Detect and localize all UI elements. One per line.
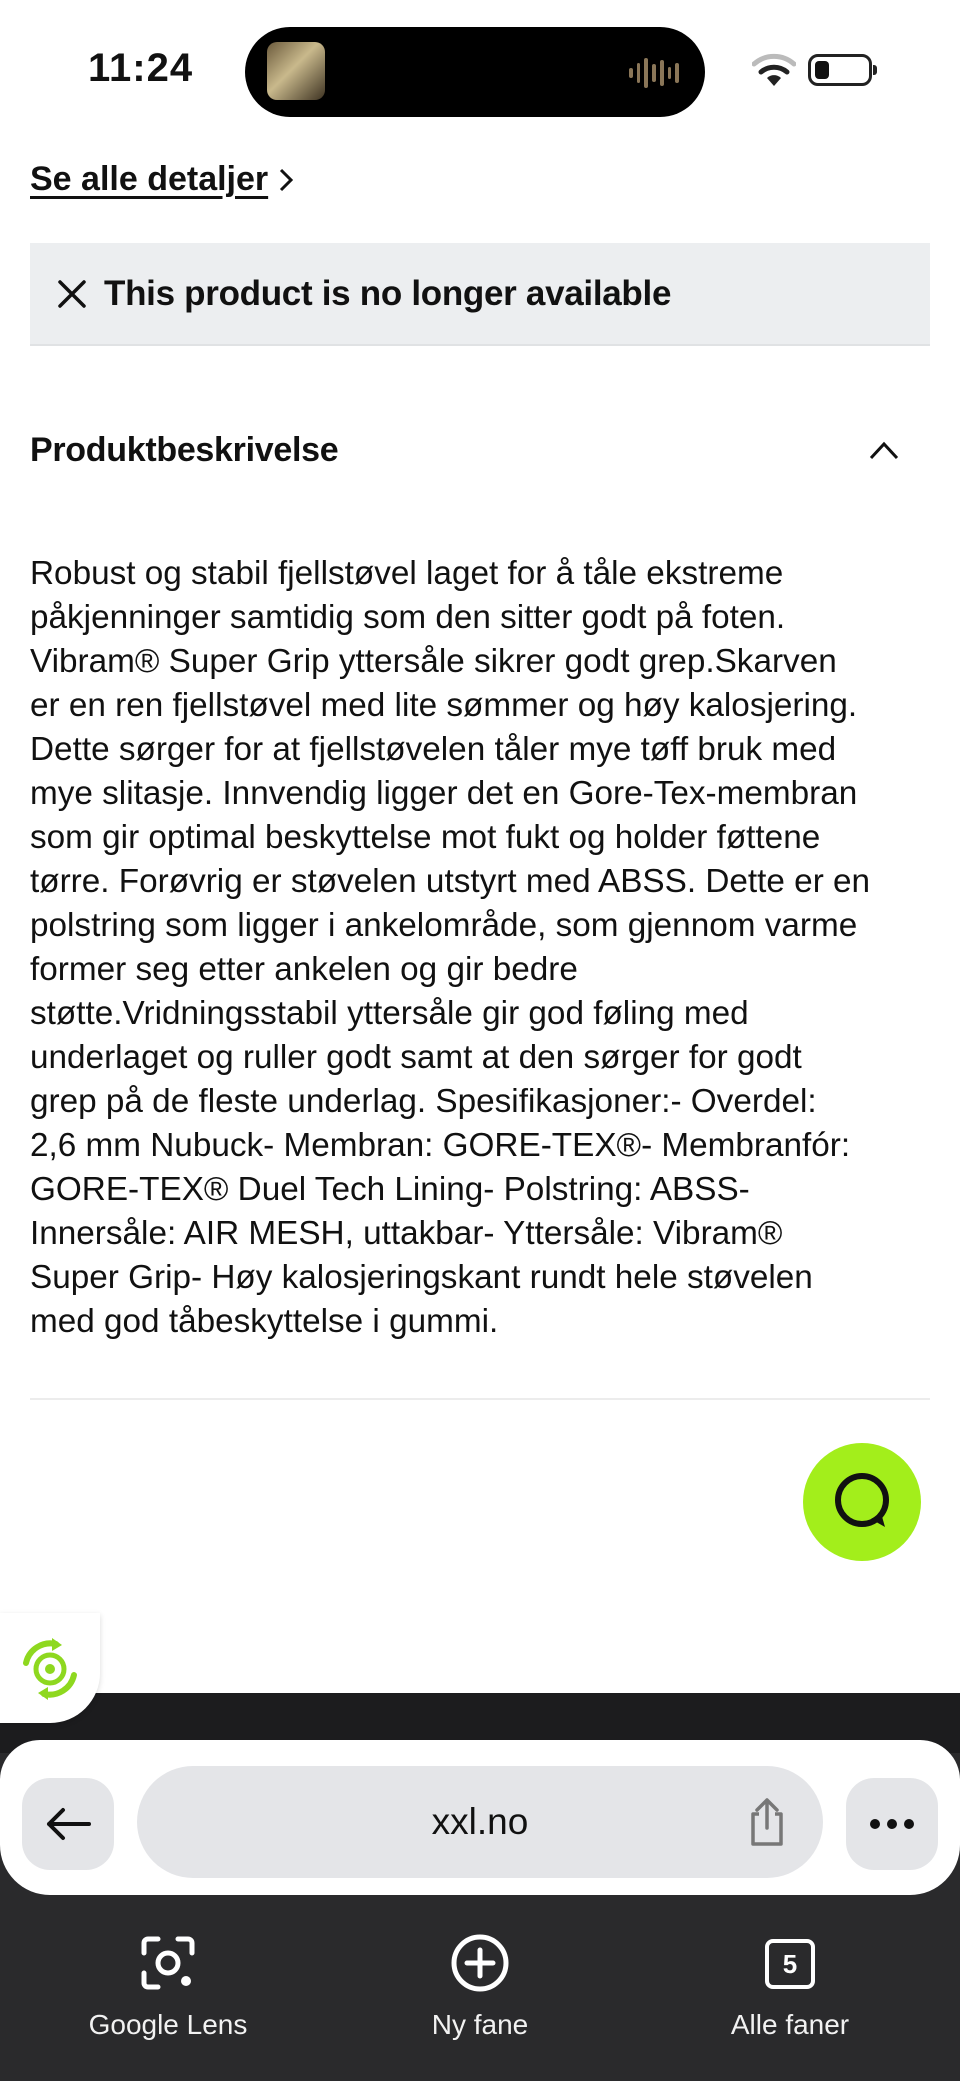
divider xyxy=(30,1398,930,1400)
chevron-up-icon[interactable] xyxy=(868,439,900,461)
more-dots-icon xyxy=(869,1818,915,1830)
description-line: med god tåbeskyttelse i gummi. xyxy=(30,1303,499,1340)
dynamic-island[interactable] xyxy=(245,27,705,117)
status-bar xyxy=(0,0,960,140)
close-x-icon xyxy=(56,278,88,310)
description-line: støtte.Vridningsstabil yttersåle gir god føling med xyxy=(30,995,749,1032)
description-line: tørre. Forøvrig er støvelen utstyrt med ABSS. Dette er en xyxy=(30,863,871,900)
recycle-badge[interactable] xyxy=(0,1613,100,1723)
chat-button[interactable] xyxy=(803,1443,921,1561)
new-tab-button[interactable] xyxy=(380,1931,580,2041)
now-playing-artwork xyxy=(267,42,325,100)
description-line: Innersåle: AIR MESH, uttakbar- Yttersåle: Vibram® xyxy=(30,1215,783,1252)
new-tab-plus-icon xyxy=(448,1931,512,1995)
description-line: Dette sørger for at fjellstøvelen tåler mye tøff bruk med xyxy=(30,731,837,768)
description-line: Robust og stabil fjellstøvel laget for å tåle ekstreme xyxy=(30,555,784,592)
description-line: mye slitasje. Innvendig ligger det en Gore-Tex-membran xyxy=(30,775,858,812)
chevron-right-icon xyxy=(278,166,294,194)
description-line: Super Grip- Høy kalosjeringskant rundt hele støvelen xyxy=(30,1259,813,1296)
description-line: underlaget og ruller godt samt at den sørger for godt xyxy=(30,1039,802,1076)
share-icon[interactable] xyxy=(745,1796,789,1848)
google-lens-label: Google Lens xyxy=(88,2009,248,2040)
description-line: former seg etter ankelen og gir bedre xyxy=(30,951,578,988)
description-line: Vibram® Super Grip yttersåle sikrer godt grep.Skarven xyxy=(30,643,837,680)
new-tab-label: Ny fane xyxy=(431,2009,529,2040)
chat-bubble-icon xyxy=(831,1471,893,1533)
description-line: som gir optimal beskyttelse mot fukt og holder føttene xyxy=(30,819,821,856)
url-bar[interactable] xyxy=(137,1766,823,1878)
all-tabs-button[interactable] xyxy=(690,1931,890,2041)
browser-toolbar xyxy=(0,1740,960,1895)
recycle-icon xyxy=(16,1635,84,1703)
see-all-details-link[interactable] xyxy=(30,160,294,199)
description-line: polstring som ligger i ankelområde, som gjennom varme xyxy=(30,907,858,944)
google-lens-icon xyxy=(136,1931,200,1995)
all-tabs-label: Alle faner xyxy=(730,2009,850,2040)
battery-icon xyxy=(808,54,872,86)
description-line: 2,6 mm Nubuck- Membran: GORE-TEX®- Membranfór: xyxy=(30,1127,851,1164)
arrow-left-icon xyxy=(45,1807,91,1841)
unavailable-banner xyxy=(30,243,930,346)
description-line: påkjenninger samtidig som den sitter godt på foten. xyxy=(30,599,786,636)
product-description-accordion-header[interactable] xyxy=(30,420,930,480)
back-button[interactable] xyxy=(22,1778,114,1870)
wifi-icon xyxy=(752,52,796,88)
google-lens-button[interactable] xyxy=(68,1931,268,2041)
section-title: Produktbeskrivelse xyxy=(30,430,339,469)
audio-waveform-icon xyxy=(629,57,679,89)
product-description-text xyxy=(30,552,940,1344)
more-options-button[interactable] xyxy=(846,1778,938,1870)
description-line: er en ren fjellstøvel med lite sømmer og høy kalosjering. xyxy=(30,687,858,724)
status-time: 11:24 xyxy=(88,46,194,90)
tabs-count-icon: 5 xyxy=(765,1939,815,1989)
unavailable-text: This product is no longer available xyxy=(104,273,672,313)
url-text: xxl.no xyxy=(431,1801,529,1842)
description-line: grep på de fleste underlag. Spesifikasjoner:- Overdel: xyxy=(30,1083,817,1120)
description-line: GORE-TEX® Duel Tech Lining- Polstring: ABSS- xyxy=(30,1171,750,1208)
see-all-details-label: Se alle detaljer xyxy=(30,160,269,198)
